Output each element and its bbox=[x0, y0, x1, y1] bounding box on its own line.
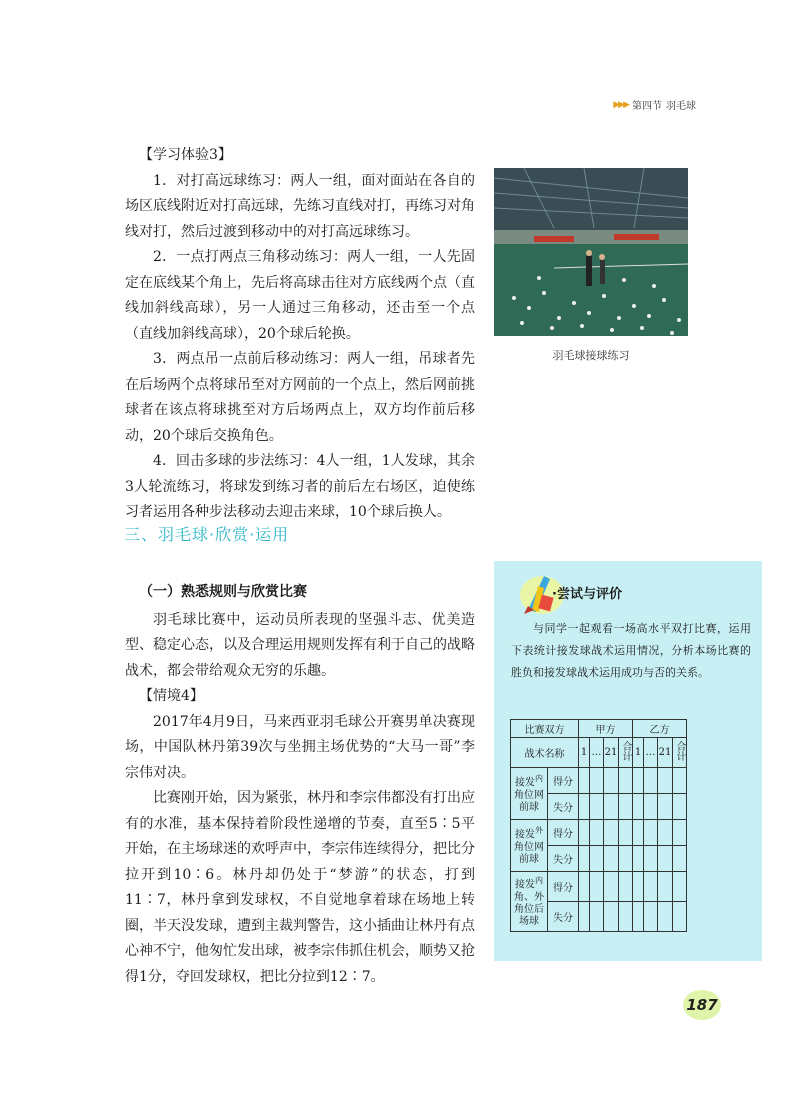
score-label: 得分 bbox=[548, 768, 579, 794]
col-ellipsis-b: … bbox=[644, 738, 658, 768]
row-label-outer-front: 接发$^外$ 角位网前球 bbox=[511, 820, 548, 872]
header-topic: 羽毛球 bbox=[666, 101, 696, 112]
row-label-inner-front: 接发$^内$ 角位网前球 bbox=[511, 768, 548, 820]
header-parties: 比赛双方 bbox=[511, 720, 579, 738]
panel-title: ·尝试与评价 bbox=[552, 587, 622, 602]
header-section: 第四节 bbox=[632, 101, 662, 112]
col-ellipsis-a: … bbox=[590, 738, 604, 768]
experience-item-4: 4．回击多球的步法练习：4人一组，1人发球，其余3人轮流练习，将球发到练习者的前后左右场区，迫使练习者运用各种步法移动去迎击来球，10个球后换人。 bbox=[125, 453, 475, 520]
lose-label: 失分 bbox=[548, 794, 579, 820]
learning-experience bbox=[125, 143, 475, 526]
col-total-a: 合计 bbox=[619, 738, 633, 768]
lose-label: 失分 bbox=[548, 846, 579, 872]
tactics-stat-table bbox=[510, 719, 687, 932]
score-label: 得分 bbox=[548, 872, 579, 902]
header-tactic-name: 战术名称 bbox=[511, 738, 579, 768]
badminton-practice-photo bbox=[494, 168, 688, 336]
lose-label: 失分 bbox=[548, 902, 579, 932]
running-header bbox=[613, 97, 696, 112]
col-1-b: 1 bbox=[633, 738, 644, 768]
section-title: 三、羽毛球·欣赏·运用 bbox=[124, 525, 290, 544]
col-21-a: 21 bbox=[604, 738, 619, 768]
gym-scene-illustration bbox=[494, 168, 688, 336]
scenario-paragraph-2: 比赛刚开始，因为紧张，林丹和李宗伟都没有打出应有的水准，基本保持着阶段性递增的节奏，直至5∶5平开始，在主场球迷的欢呼声中，李宗伟连续得分，把比分拉开到10∶6。林丹却仍处于“梦游”的状态，打到11∶7，林丹拿到发球权，不自觉地拿着球在场地上转圈，半天没发球，遭到主裁判警告，这小插曲让林丹有点心神不宁，他匆忙发出球，被李宗伟抓住机会，顺势又抢得1分，夺回发球权，把比分拉到12∶7。 bbox=[125, 790, 475, 985]
col-21-b: 21 bbox=[658, 738, 673, 768]
experience-item-3: 3．两点吊一点前后移动练习：两人一组，吊球者先在后场两个点将球吊至对方网前的一个点上，然后网前挑球者在该点将球挑至对方后场两点上，双方均作前后移动，20个球后交换角色。 bbox=[125, 351, 475, 444]
experience-item-1: 1．对打高远球练习：两人一组，面对面站在各自的场区底线附近对打高远球，先练习直线对打，再练习对角线对打，然后过渡到移动中的对打高远球练习。 bbox=[125, 172, 475, 240]
header-team-a: 甲方 bbox=[579, 720, 633, 738]
scenario-paragraph-1: 2017年4月9日，马来西亚羽毛球公开赛男单决赛现场，中国队林丹第39次与坐拥主场优势的“大马一哥”李宗伟对决。 bbox=[125, 713, 475, 781]
header-team-b: 乙方 bbox=[633, 720, 687, 738]
score-label: 得分 bbox=[548, 820, 579, 846]
experience-tag: 【学习体验3】 bbox=[139, 147, 232, 163]
intro-paragraph: 羽毛球比赛中，运动员所表现的坚强斗志、优美造型、稳定心态，以及合理运用规则发挥有利于自己的战略战术，都会带给观众无穷的乐趣。 bbox=[125, 611, 475, 679]
row-label-back-court: 接发$^内$ 角、外角位后场球 bbox=[511, 872, 548, 932]
col-1-a: 1 bbox=[579, 738, 590, 768]
arrow-icons: ▶▶▶ bbox=[613, 99, 628, 110]
photo-caption: 羽毛球接球练习 bbox=[552, 349, 630, 362]
panel-instructions: 与同学一起观看一场高水平双打比赛，运用下表统计接发球战术运用情况，分析本场比赛的胜负和接发球战术运用成功与否的关系。 bbox=[511, 622, 751, 679]
subsection-heading: （一）熟悉规则与欣赏比赛 bbox=[139, 584, 307, 600]
page-number: 187 bbox=[683, 990, 721, 1020]
lower-text bbox=[125, 580, 475, 990]
col-total-b: 合计 bbox=[673, 738, 687, 768]
experience-item-2: 2．一点打两点三角移动练习：两人一组，一人先固定在底线某个角上，先后将高球击往对方底线两个点（直线加斜线高球），另一人通过三角移动，还击至一个点（直线加斜线高球），20个球后轮换。 bbox=[125, 249, 475, 342]
scenario-tag: 【情境4】 bbox=[139, 688, 204, 704]
